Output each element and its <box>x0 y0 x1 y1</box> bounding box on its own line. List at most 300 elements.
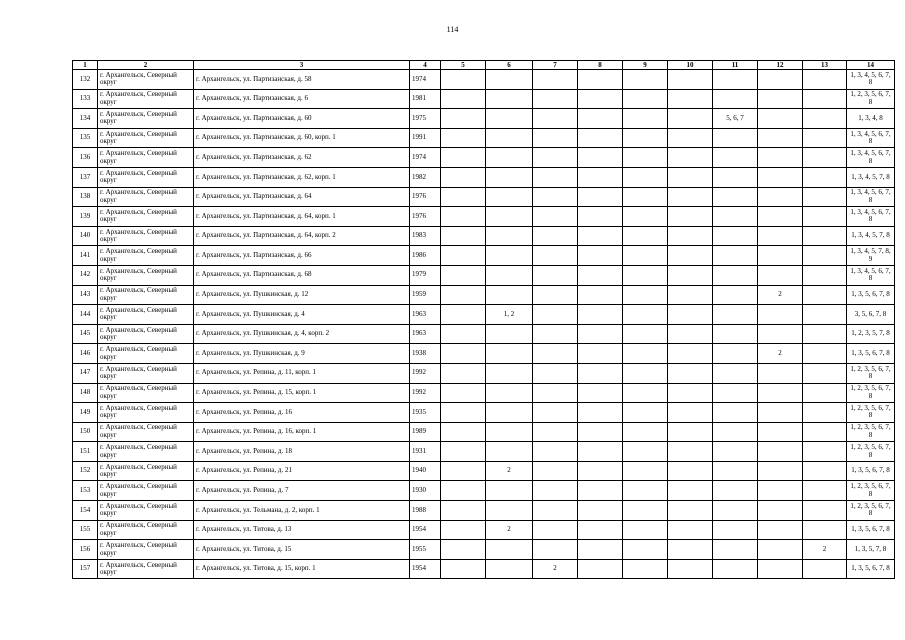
column-13-cell <box>803 187 847 207</box>
address-cell: г. Архангельск, ул. Партизанская, д. 62 <box>194 148 410 168</box>
column-9-cell <box>623 520 668 540</box>
table-row <box>73 187 895 207</box>
table-row <box>73 403 895 423</box>
column-header: 5 <box>441 61 486 70</box>
column-10-cell <box>668 383 713 403</box>
column-12-cell <box>758 422 803 442</box>
district-cell: г. Архангельск, Северный округ <box>98 285 194 305</box>
column-6-cell <box>486 167 533 187</box>
table-row <box>73 324 895 344</box>
table-row <box>73 89 895 109</box>
column-header: 10 <box>668 61 713 70</box>
column-7-cell <box>533 520 578 540</box>
address-cell: г. Архангельск, ул. Партизанская, д. 58 <box>194 70 410 90</box>
page-number: 114 <box>446 25 459 34</box>
column-5-cell <box>441 246 486 266</box>
column-5-cell <box>441 324 486 344</box>
column-13-cell <box>803 363 847 383</box>
district-cell: г. Архангельск, Северный округ <box>98 226 194 246</box>
year-cell: 1963 <box>410 305 441 325</box>
district-cell: г. Архангельск, Северный округ <box>98 481 194 501</box>
column-10-cell <box>668 89 713 109</box>
column-10-cell <box>668 285 713 305</box>
column-10-cell <box>668 559 713 579</box>
column-6-cell <box>486 285 533 305</box>
column-12-cell <box>758 540 803 560</box>
column-12-cell <box>758 109 803 129</box>
district-cell: г. Архангельск, Северный округ <box>98 305 194 325</box>
address-cell: г. Архангельск, ул. Репина, д. 21 <box>194 461 410 481</box>
district-cell: г. Архангельск, Северный округ <box>98 89 194 109</box>
row-number-cell: 141 <box>73 246 98 266</box>
column-13-cell <box>803 481 847 501</box>
column-5-cell <box>441 461 486 481</box>
address-cell: г. Архангельск, ул. Пушкинская, д. 4 <box>194 305 410 325</box>
column-9-cell <box>623 363 668 383</box>
column-14-cell: 1, 3, 5, 6, 7, 8 <box>847 344 895 364</box>
column-13-cell <box>803 265 847 285</box>
column-9-cell <box>623 226 668 246</box>
year-cell: 1954 <box>410 559 441 579</box>
column-6-cell <box>486 246 533 266</box>
address-cell: г. Архангельск, ул. Пушкинская, д. 4, корп. 2 <box>194 324 410 344</box>
column-7-cell <box>533 403 578 423</box>
address-cell: г. Архангельск, ул. Партизанская, д. 62, корп. 1 <box>194 167 410 187</box>
column-9-cell <box>623 442 668 462</box>
column-9-cell <box>623 128 668 148</box>
column-10-cell <box>668 442 713 462</box>
address-cell: г. Архангельск, ул. Пушкинская, д. 12 <box>194 285 410 305</box>
column-13-cell <box>803 226 847 246</box>
column-7-cell <box>533 344 578 364</box>
column-6-cell <box>486 324 533 344</box>
column-10-cell <box>668 344 713 364</box>
address-cell: г. Архангельск, ул. Партизанская, д. 64, корп. 2 <box>194 226 410 246</box>
column-header: 1 <box>73 61 98 70</box>
district-cell: г. Архангельск, Северный округ <box>98 501 194 521</box>
column-14-cell: 1, 3, 5, 7, 8 <box>847 540 895 560</box>
column-5-cell <box>441 148 486 168</box>
column-10-cell <box>668 167 713 187</box>
column-14-cell: 1, 3, 4, 5, 6, 7, 8 <box>847 70 895 90</box>
row-number-cell: 140 <box>73 226 98 246</box>
column-11-cell <box>713 285 758 305</box>
table-row <box>73 207 895 227</box>
column-5-cell <box>441 363 486 383</box>
column-10-cell <box>668 265 713 285</box>
column-header: 12 <box>758 61 803 70</box>
column-6-cell <box>486 207 533 227</box>
data-table <box>72 60 895 579</box>
header-row <box>73 61 895 70</box>
column-9-cell <box>623 540 668 560</box>
year-cell: 1988 <box>410 501 441 521</box>
column-9-cell <box>623 109 668 129</box>
column-11-cell <box>713 540 758 560</box>
row-number-cell: 147 <box>73 363 98 383</box>
column-8-cell <box>578 128 623 148</box>
column-12-cell <box>758 501 803 521</box>
column-14-cell: 1, 3, 4, 5, 6, 7, 8 <box>847 207 895 227</box>
column-13-cell <box>803 324 847 344</box>
column-7-cell <box>533 540 578 560</box>
column-14-cell: 1, 3, 4, 5, 6, 7, 8 <box>847 128 895 148</box>
column-14-cell: 1, 3, 4, 5, 7, 8 <box>847 167 895 187</box>
column-7-cell <box>533 187 578 207</box>
column-8-cell <box>578 246 623 266</box>
column-header: 6 <box>486 61 533 70</box>
column-6-cell <box>486 148 533 168</box>
table-row <box>73 540 895 560</box>
address-cell: г. Архангельск, ул. Репина, д. 16 <box>194 403 410 423</box>
column-11-cell <box>713 363 758 383</box>
table-row <box>73 265 895 285</box>
year-cell: 1935 <box>410 403 441 423</box>
column-8-cell <box>578 481 623 501</box>
column-5-cell <box>441 442 486 462</box>
column-13-cell <box>803 207 847 227</box>
column-7-cell <box>533 461 578 481</box>
row-number-cell: 152 <box>73 461 98 481</box>
column-8-cell <box>578 540 623 560</box>
column-11-cell <box>713 324 758 344</box>
column-header: 9 <box>623 61 668 70</box>
address-cell: г. Архангельск, ул. Пушкинская, д. 9 <box>194 344 410 364</box>
table-row <box>73 481 895 501</box>
column-6-cell <box>486 128 533 148</box>
column-7-cell <box>533 207 578 227</box>
column-8-cell <box>578 226 623 246</box>
year-cell: 1989 <box>410 422 441 442</box>
column-6-cell <box>486 344 533 364</box>
column-14-cell: 1, 3, 4, 5, 6, 7, 8 <box>847 265 895 285</box>
column-11-cell <box>713 148 758 168</box>
year-cell: 1954 <box>410 520 441 540</box>
row-number-cell: 134 <box>73 109 98 129</box>
column-header: 8 <box>578 61 623 70</box>
column-11-cell <box>713 501 758 521</box>
year-cell: 1991 <box>410 128 441 148</box>
column-5-cell <box>441 128 486 148</box>
district-cell: г. Архангельск, Северный округ <box>98 540 194 560</box>
column-header: 14 <box>847 61 895 70</box>
column-10-cell <box>668 520 713 540</box>
column-12-cell <box>758 324 803 344</box>
column-9-cell <box>623 148 668 168</box>
table-row <box>73 246 895 266</box>
column-13-cell <box>803 89 847 109</box>
address-cell: г. Архангельск, ул. Партизанская, д. 6 <box>194 89 410 109</box>
column-8-cell <box>578 461 623 481</box>
column-12-cell <box>758 265 803 285</box>
column-13-cell <box>803 520 847 540</box>
column-13-cell <box>803 305 847 325</box>
year-cell: 1983 <box>410 226 441 246</box>
column-7-cell <box>533 265 578 285</box>
column-10-cell <box>668 363 713 383</box>
column-11-cell <box>713 383 758 403</box>
row-number-cell: 137 <box>73 167 98 187</box>
column-7-cell <box>533 285 578 305</box>
column-5-cell <box>441 70 486 90</box>
column-14-cell: 1, 3, 5, 6, 7, 8 <box>847 461 895 481</box>
row-number-cell: 155 <box>73 520 98 540</box>
district-cell: г. Архангельск, Северный округ <box>98 148 194 168</box>
column-14-cell: 1, 3, 5, 6, 7, 8 <box>847 520 895 540</box>
column-9-cell <box>623 559 668 579</box>
row-number-cell: 149 <box>73 403 98 423</box>
column-5-cell <box>441 89 486 109</box>
row-number-cell: 148 <box>73 383 98 403</box>
year-cell: 1975 <box>410 109 441 129</box>
column-10-cell <box>668 481 713 501</box>
column-13-cell <box>803 70 847 90</box>
column-6-cell <box>486 363 533 383</box>
column-10-cell <box>668 148 713 168</box>
column-7-cell <box>533 226 578 246</box>
row-number-cell: 150 <box>73 422 98 442</box>
district-cell: г. Архангельск, Северный округ <box>98 363 194 383</box>
year-cell: 1963 <box>410 324 441 344</box>
column-7-cell <box>533 383 578 403</box>
district-cell: г. Архангельск, Северный округ <box>98 109 194 129</box>
column-9-cell <box>623 285 668 305</box>
column-12-cell <box>758 442 803 462</box>
column-8-cell <box>578 559 623 579</box>
column-11-cell <box>713 167 758 187</box>
column-9-cell <box>623 246 668 266</box>
column-8-cell <box>578 442 623 462</box>
year-cell: 1974 <box>410 70 441 90</box>
column-header: 7 <box>533 61 578 70</box>
column-6-cell <box>486 383 533 403</box>
address-cell: г. Архангельск, ул. Титова, д. 13 <box>194 520 410 540</box>
district-cell: г. Архангельск, Северный округ <box>98 559 194 579</box>
column-9-cell <box>623 344 668 364</box>
column-14-cell: 1, 2, 3, 5, 6, 7, 8 <box>847 383 895 403</box>
column-7-cell <box>533 442 578 462</box>
column-12-cell <box>758 403 803 423</box>
table-body <box>73 70 895 579</box>
year-cell: 1938 <box>410 344 441 364</box>
column-7-cell <box>533 422 578 442</box>
column-5-cell <box>441 305 486 325</box>
year-cell: 1986 <box>410 246 441 266</box>
table-row <box>73 501 895 521</box>
column-10-cell <box>668 128 713 148</box>
column-10-cell <box>668 70 713 90</box>
column-9-cell <box>623 207 668 227</box>
column-12-cell <box>758 187 803 207</box>
year-cell: 1974 <box>410 148 441 168</box>
district-cell: г. Архангельск, Северный округ <box>98 70 194 90</box>
column-11-cell <box>713 305 758 325</box>
column-14-cell: 1, 3, 4, 5, 6, 7, 8 <box>847 148 895 168</box>
address-cell: г. Архангельск, ул. Титова, д. 15, корп. 1 <box>194 559 410 579</box>
column-5-cell <box>441 559 486 579</box>
district-cell: г. Архангельск, Северный округ <box>98 246 194 266</box>
year-cell: 1992 <box>410 383 441 403</box>
table-row <box>73 520 895 540</box>
column-6-cell <box>486 481 533 501</box>
address-cell: г. Архангельск, ул. Репина, д. 18 <box>194 442 410 462</box>
column-7-cell <box>533 363 578 383</box>
column-10-cell <box>668 226 713 246</box>
column-12-cell <box>758 207 803 227</box>
column-10-cell <box>668 305 713 325</box>
column-5-cell <box>441 285 486 305</box>
column-13-cell <box>803 403 847 423</box>
column-7-cell <box>533 167 578 187</box>
column-7-cell <box>533 128 578 148</box>
row-number-cell: 153 <box>73 481 98 501</box>
column-6-cell <box>486 226 533 246</box>
column-7-cell <box>533 246 578 266</box>
column-9-cell <box>623 89 668 109</box>
column-9-cell <box>623 501 668 521</box>
column-6-cell <box>486 70 533 90</box>
table-row <box>73 344 895 364</box>
column-8-cell <box>578 403 623 423</box>
row-number-cell: 135 <box>73 128 98 148</box>
column-12-cell <box>758 481 803 501</box>
column-14-cell: 3, 5, 6, 7, 8 <box>847 305 895 325</box>
row-number-cell: 132 <box>73 70 98 90</box>
column-7-cell <box>533 481 578 501</box>
column-14-cell: 1, 3, 4, 5, 6, 7, 8 <box>847 187 895 207</box>
column-10-cell <box>668 422 713 442</box>
year-cell: 1976 <box>410 187 441 207</box>
district-cell: г. Архангельск, Северный округ <box>98 422 194 442</box>
column-8-cell <box>578 520 623 540</box>
column-6-cell <box>486 442 533 462</box>
column-9-cell <box>623 324 668 344</box>
column-header: 13 <box>803 61 847 70</box>
table-row <box>73 285 895 305</box>
row-number-cell: 156 <box>73 540 98 560</box>
column-14-cell: 1, 2, 3, 5, 6, 7, 8 <box>847 442 895 462</box>
column-9-cell <box>623 461 668 481</box>
column-11-cell <box>713 520 758 540</box>
address-cell: г. Архангельск, ул. Репина, д. 16, корп. 1 <box>194 422 410 442</box>
column-14-cell: 1, 3, 4, 5, 7, 8 <box>847 226 895 246</box>
column-6-cell <box>486 89 533 109</box>
column-13-cell <box>803 559 847 579</box>
table-row <box>73 128 895 148</box>
address-cell: г. Архангельск, ул. Титова, д. 15 <box>194 540 410 560</box>
column-8-cell <box>578 344 623 364</box>
row-number-cell: 143 <box>73 285 98 305</box>
district-cell: г. Архангельск, Северный округ <box>98 207 194 227</box>
column-7-cell <box>533 305 578 325</box>
column-header: 3 <box>194 61 410 70</box>
column-11-cell <box>713 344 758 364</box>
year-cell: 1930 <box>410 481 441 501</box>
column-11-cell <box>713 187 758 207</box>
column-12-cell <box>758 305 803 325</box>
column-11-cell <box>713 128 758 148</box>
column-5-cell <box>441 501 486 521</box>
column-13-cell <box>803 383 847 403</box>
column-10-cell <box>668 187 713 207</box>
district-cell: г. Архангельск, Северный округ <box>98 128 194 148</box>
column-5-cell <box>441 167 486 187</box>
row-number-cell: 151 <box>73 442 98 462</box>
column-12-cell <box>758 70 803 90</box>
column-6-cell <box>486 109 533 129</box>
column-6-cell <box>486 540 533 560</box>
column-9-cell <box>623 305 668 325</box>
column-13-cell <box>803 167 847 187</box>
column-11-cell <box>713 422 758 442</box>
row-number-cell: 154 <box>73 501 98 521</box>
column-9-cell <box>623 187 668 207</box>
column-5-cell <box>441 403 486 423</box>
table-row <box>73 109 895 129</box>
year-cell: 1981 <box>410 89 441 109</box>
column-9-cell <box>623 422 668 442</box>
column-6-cell <box>486 187 533 207</box>
column-12-cell <box>758 167 803 187</box>
column-9-cell <box>623 403 668 423</box>
column-10-cell <box>668 324 713 344</box>
column-10-cell <box>668 207 713 227</box>
column-12-cell: 2 <box>758 285 803 305</box>
column-11-cell: 5, 6, 7 <box>713 109 758 129</box>
column-6-cell <box>486 422 533 442</box>
district-cell: г. Архангельск, Северный округ <box>98 520 194 540</box>
address-cell: г. Архангельск, ул. Партизанская, д. 64 <box>194 187 410 207</box>
column-11-cell <box>713 481 758 501</box>
column-12-cell <box>758 246 803 266</box>
column-12-cell <box>758 89 803 109</box>
column-14-cell: 1, 3, 5, 6, 7, 8 <box>847 285 895 305</box>
row-number-cell: 138 <box>73 187 98 207</box>
column-6-cell: 1, 2 <box>486 305 533 325</box>
column-12-cell <box>758 226 803 246</box>
table-row <box>73 167 895 187</box>
table-row <box>73 363 895 383</box>
column-11-cell <box>713 442 758 462</box>
year-cell: 1992 <box>410 363 441 383</box>
column-6-cell <box>486 501 533 521</box>
column-12-cell <box>758 383 803 403</box>
column-14-cell: 1, 3, 5, 6, 7, 8 <box>847 559 895 579</box>
column-14-cell: 1, 2, 3, 5, 6, 7, 8 <box>847 363 895 383</box>
column-5-cell <box>441 265 486 285</box>
column-9-cell <box>623 70 668 90</box>
column-11-cell <box>713 207 758 227</box>
address-cell: г. Архангельск, ул. Репина, д. 15, корп. 1 <box>194 383 410 403</box>
address-cell: г. Архангельск, ул. Тельмана, д. 2, корп. 1 <box>194 501 410 521</box>
column-11-cell <box>713 89 758 109</box>
column-10-cell <box>668 109 713 129</box>
column-13-cell <box>803 285 847 305</box>
column-12-cell <box>758 128 803 148</box>
column-12-cell <box>758 520 803 540</box>
table-row <box>73 383 895 403</box>
column-11-cell <box>713 70 758 90</box>
column-8-cell <box>578 363 623 383</box>
column-7-cell <box>533 89 578 109</box>
column-10-cell <box>668 461 713 481</box>
column-8-cell <box>578 285 623 305</box>
column-13-cell <box>803 128 847 148</box>
column-13-cell <box>803 422 847 442</box>
column-8-cell <box>578 167 623 187</box>
column-5-cell <box>441 207 486 227</box>
address-cell: г. Архангельск, ул. Репина, д. 11, корп. 1 <box>194 363 410 383</box>
